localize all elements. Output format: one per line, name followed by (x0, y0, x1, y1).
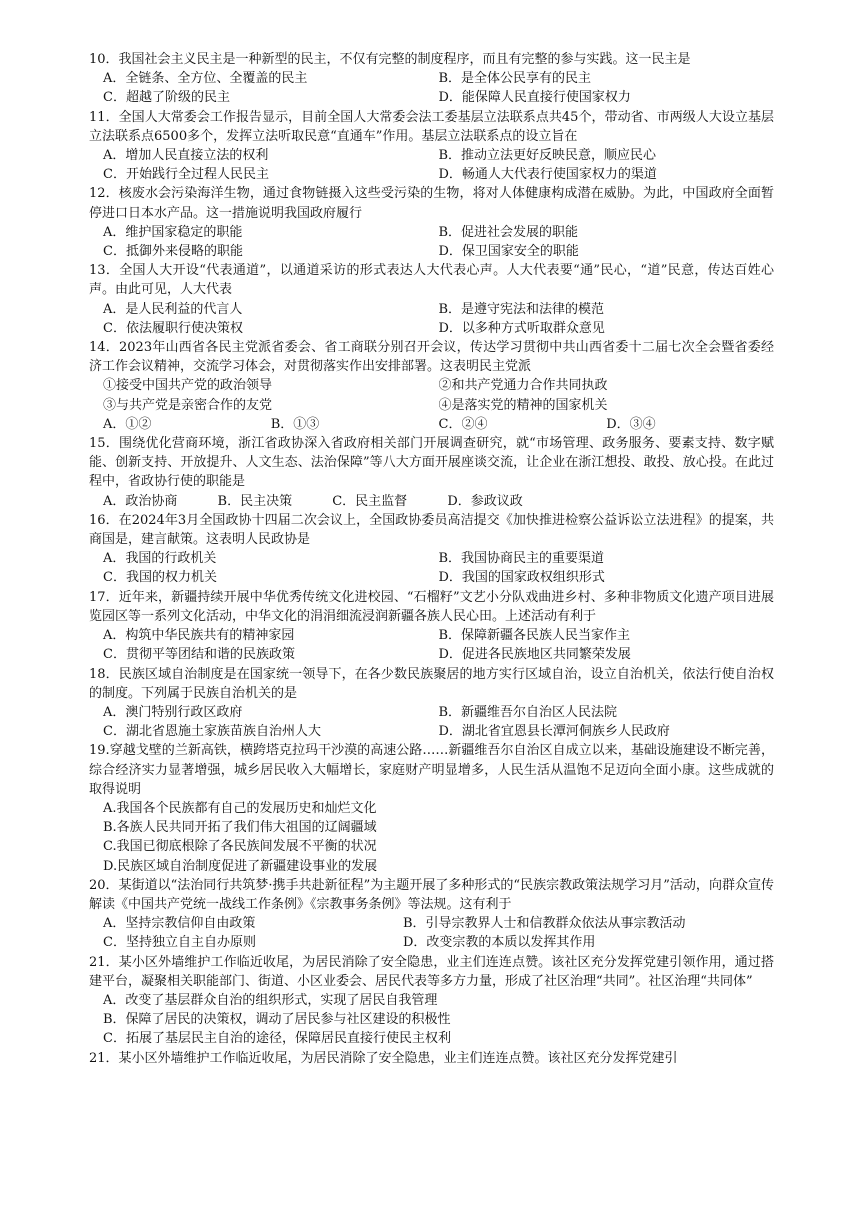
option-d: D．促进各民族地区共同繁荣发展 (438, 647, 631, 663)
option-d: D．湖北省宜恩县长潭河侗族乡人民政府 (438, 724, 670, 740)
option-a: A．构筑中华民族共有的精神家园 (103, 628, 295, 644)
question-stem: 21．某小区外墙维护工作临近收尾，为居民消除了安全隐患，业主们连连点赞。该社区充分发挥党建引领作用，通过搭建平台，凝聚相关职能部门、街道、小区业委会、居民代表等多方力量，形成了社区治理“共同”。社区治理“共同体” (89, 954, 774, 989)
question-20 (89, 876, 774, 953)
question-11 (89, 108, 774, 185)
option-b: B．是遵守宪法和法律的模范 (438, 301, 605, 317)
question-21 (89, 953, 774, 1049)
option-d: D．我国的国家政权组织形式 (438, 570, 605, 586)
options-row (89, 492, 774, 511)
question-stem: 19.穿越戈壁的兰新高铁，横跨塔克拉玛干沙漠的高速公路……新疆维吾尔自治区自成立以来，基础设施建设不断完善，综合经济实力显著增强，城乡居民收入大幅增长，家庭财产明显增多，人民生活从温饱不足迈向全面小康。这些成就的取得说明 (89, 743, 774, 797)
options-grid (89, 146, 774, 184)
options-list (89, 799, 774, 876)
option-b: B.各族人民共同开拓了我们伟大祖国的辽阔疆域 (103, 820, 377, 836)
option-b: B．引导宗教界人士和信教群众依法从事宗教活动 (403, 916, 686, 932)
options-grid (89, 626, 774, 664)
option-d: D．保卫国家安全的职能 (438, 244, 579, 260)
question-stem: 13．全国人大开设“代表通道”，以通道采访的形式表达人大代表心声。人大代表要“通”民心，“道”民意，传达百姓心声。由此可见，人大代表 (89, 263, 774, 298)
option-d: D．参政议政 (447, 493, 523, 509)
option-a: A.我国各个民族都有自己的发展历史和灿烂文化 (103, 800, 377, 816)
option-d: D．以多种方式听取群众意见 (438, 320, 605, 336)
question-16 (89, 511, 774, 588)
question-14 (89, 338, 774, 434)
option-b: B．是全体公民享有的民主 (438, 71, 592, 87)
option-c: C．湖北省恩施土家族苗族自治州人大 (103, 724, 321, 740)
statement-2: ②和共产党通力合作共同执政 (438, 378, 608, 394)
option-c: C．抵御外来侵略的职能 (103, 244, 243, 260)
question-stem: 10．我国社会主义民主是一种新型的民主，不仅有完整的制度程序，而且有完整的参与实践。这一民主是 (89, 52, 691, 67)
option-c: C．拓展了基层民主自治的途径，保障居民直接行使民主权利 (103, 1031, 451, 1047)
option-c: C．我国的权力机关 (103, 570, 217, 586)
options-grid (89, 300, 774, 338)
option-a: A．是人民利益的代言人 (103, 301, 243, 317)
option-a: A．澳门特别行政区政府 (103, 704, 243, 720)
option-c: C.我国已彻底根除了各民族间发展不平衡的状况 (103, 839, 377, 855)
option-b: B．①③ (270, 416, 320, 432)
options-row (89, 415, 774, 434)
option-b: B．保障了居民的决策权，调动了居民参与社区建设的积极性 (103, 1012, 451, 1028)
option-c: C．开始践行全过程人民民主 (103, 167, 269, 183)
statement-3: ③与共产党是亲密合作的友党 (103, 397, 273, 413)
options-grid (89, 703, 774, 741)
option-c: C．贯彻平等团结和谐的民族政策 (103, 647, 295, 663)
option-b: B．我国协商民主的重要渠道 (438, 551, 605, 567)
option-d: D．③④ (606, 416, 656, 432)
option-a: A．政治协商 (103, 493, 178, 509)
question-stem: 17．近年来，新疆持续开展中华优秀传统文化进校园、“石榴籽”文艺小分队戏曲进乡村、多种非物质文化遗产项目进展览园区等一系列文化活动，中华文化的涓涓细流浸润新疆各族人民心田。上述活动有利于 (89, 589, 774, 624)
options-grid (89, 223, 774, 261)
option-c: C．坚持独立自主自办原则 (103, 935, 256, 951)
question-15 (89, 434, 774, 511)
option-a: A．增加人民直接立法的权利 (103, 148, 269, 164)
statement-1: ①接受中国共产党的政治领导 (103, 378, 273, 394)
option-d: D.民族区域自治制度促进了新疆建设事业的发展 (103, 858, 378, 874)
question-19 (89, 741, 774, 875)
option-b: B．民主决策 (217, 493, 293, 509)
option-b: B．推动立法更好反映民意，顺应民心 (438, 148, 657, 164)
options-grid (89, 549, 774, 587)
question-stem: 11．全国人大常委会工作报告显示，目前全国人大常委会法工委基层立法联系点共45个，带动省、市两级人大设立基层立法联系点6500多个，发挥立法听取民意“直通车”作用。基层立法联系点的设立旨在 (89, 109, 774, 144)
question-13 (89, 261, 774, 338)
question-stem: 20．某街道以“法治同行共筑梦·携手共赴新征程”为主题开展了多种形式的“民族宗教政策法规学习月”活动，向群众宣传解读《中国共产党统一战线工作条例》《宗教事务条例》等法规。这有利于 (89, 877, 774, 912)
option-b: B．新疆维吾尔自治区人民法院 (438, 704, 618, 720)
question-stem: 14．2023年山西省各民主党派省委会、省工商联分别召开会议，传达学习贯彻中共山西省委十二届七次全会暨省委经济工作会议精神，交流学习体会，对贯彻落实作出安排部署。这表明民主党派 (89, 340, 774, 375)
option-c: C．②④ (438, 416, 488, 432)
option-d: D．改变宗教的本质以发挥其作用 (403, 935, 596, 951)
options-list (89, 991, 774, 1049)
question-10 (89, 50, 774, 108)
option-a: A．我国的行政机关 (103, 551, 217, 567)
options-grid (89, 69, 774, 107)
question-stem: 15．围绕优化营商环境，浙江省政协深入省政府相关部门开展调查研究，就“市场管理、政务服务、要素支持、数字赋能、创新支持、开放提升、人文生态、法治保障”等八大方面开展座谈交流，让企业在浙江想投、敢投、放心投。在此过程中，省政协行使的职能是 (89, 436, 774, 490)
statement-4: ④是落实党的精神的国家机关 (438, 397, 608, 413)
question-stem: 18．民族区域自治制度是在国家统一领导下，在各少数民族聚居的地方实行区域自治，设立自治机关，依法行使自治权的制度。下列属于民族自治机关的是 (89, 666, 774, 701)
option-a: A．维护国家稳定的职能 (103, 224, 243, 240)
trailing-stem-line: 21．某小区外墙维护工作临近收尾，为居民消除了安全隐患，业主们连连点赞。该社区充分发挥党建引 (89, 1050, 678, 1066)
option-c: C．依法履职行使决策权 (103, 320, 243, 336)
question-17 (89, 588, 774, 665)
option-b: B．保障新疆各民族人民当家作主 (438, 628, 631, 644)
option-d: D．畅通人大代表行使国家权力的渠道 (438, 167, 657, 183)
option-d: D．能保障人民直接行使国家权力 (438, 90, 631, 106)
question-18 (89, 665, 774, 742)
question-stem: 16．在2024年3月全国政协十四届二次会议上，全国政协委员高洁提交《加快推进检察公益诉讼立法进程》的提案，共商国是，建言献策。这表明人民政协是 (89, 512, 774, 548)
option-c: C．超越了阶级的民主 (103, 90, 230, 106)
option-b: B．促进社会发展的职能 (438, 224, 579, 240)
statements-grid (89, 376, 774, 414)
option-a: A．①② (103, 416, 152, 432)
option-a: A．全链条、全方位、全覆盖的民主 (103, 71, 308, 87)
option-a: A．改变了基层群众自治的组织形式，实现了居民自我管理 (103, 992, 438, 1008)
option-c: C．民主监督 (332, 493, 408, 509)
question-stem: 12．核废水会污染海洋生物，通过食物链摄入这些受污染的生物，将对人体健康构成潜在威胁。为此，中国政府全面暂停进口日本水产品。这一措施说明我国政府履行 (89, 186, 774, 221)
options-grid (89, 914, 774, 952)
question-12 (89, 184, 774, 261)
option-a: A．坚持宗教信仰自由政策 (103, 916, 256, 932)
